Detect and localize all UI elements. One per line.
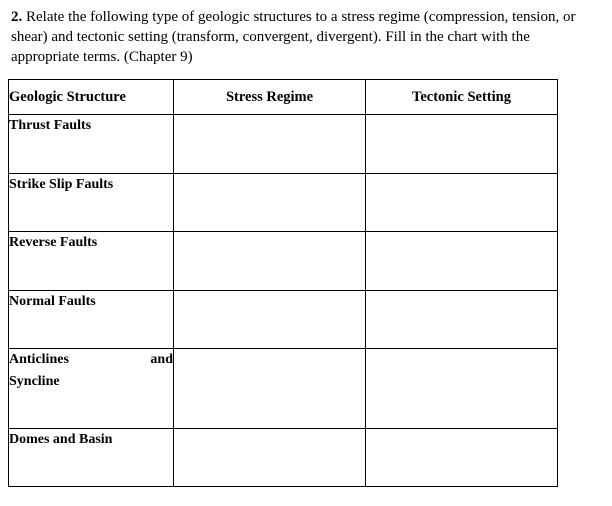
question-text	[11, 7, 601, 67]
geology-chart	[8, 79, 558, 487]
table-row	[9, 349, 558, 429]
cell-setting-reverse-faults[interactable]	[366, 232, 558, 291]
cell-stress-anticlines-syncline[interactable]	[174, 349, 366, 429]
cell-setting-domes-basin[interactable]	[366, 429, 558, 487]
header-geologic-structure: Geologic Structure	[9, 80, 174, 115]
header-tectonic-setting: Tectonic Setting	[366, 80, 558, 115]
cell-stress-domes-basin[interactable]	[174, 429, 366, 487]
question-number: 2.	[11, 9, 23, 25]
cell-stress-normal-faults[interactable]	[174, 291, 366, 349]
row-label-normal-faults: Normal Faults	[9, 291, 174, 349]
cell-stress-reverse-faults[interactable]	[174, 232, 366, 291]
cell-setting-thrust-faults[interactable]	[366, 115, 558, 174]
cell-stress-thrust-faults[interactable]	[174, 115, 366, 174]
row-label-reverse-faults: Reverse Faults	[9, 232, 174, 291]
row-label-and: and	[150, 352, 173, 367]
cell-setting-anticlines-syncline[interactable]	[366, 349, 558, 429]
row-label-anticlines: Anticlines	[9, 352, 69, 367]
cell-stress-strike-slip-faults[interactable]	[174, 174, 366, 232]
cell-setting-normal-faults[interactable]	[366, 291, 558, 349]
row-label-line	[9, 349, 173, 371]
table-row	[9, 174, 558, 232]
header-stress-regime: Stress Regime	[174, 80, 366, 115]
row-label-anticlines-syncline	[9, 349, 174, 429]
row-label-thrust-faults: Thrust Faults	[9, 115, 174, 174]
cell-setting-strike-slip-faults[interactable]	[366, 174, 558, 232]
row-label-strike-slip-faults: Strike Slip Faults	[9, 174, 174, 232]
row-label-domes-basin: Domes and Basin	[9, 429, 174, 487]
header-row	[9, 80, 558, 115]
table-row	[9, 291, 558, 349]
table-row	[9, 232, 558, 291]
table-row	[9, 115, 558, 174]
question-body: Relate the following type of geologic structures to a stress regime (compression, tension, or shear) and tectonic setting (transform, convergent, divergent). Fill in the chart with the appropriate terms. (Chapter 9)	[11, 9, 576, 65]
table-row	[9, 429, 558, 487]
row-label-syncline: Syncline	[9, 374, 60, 389]
